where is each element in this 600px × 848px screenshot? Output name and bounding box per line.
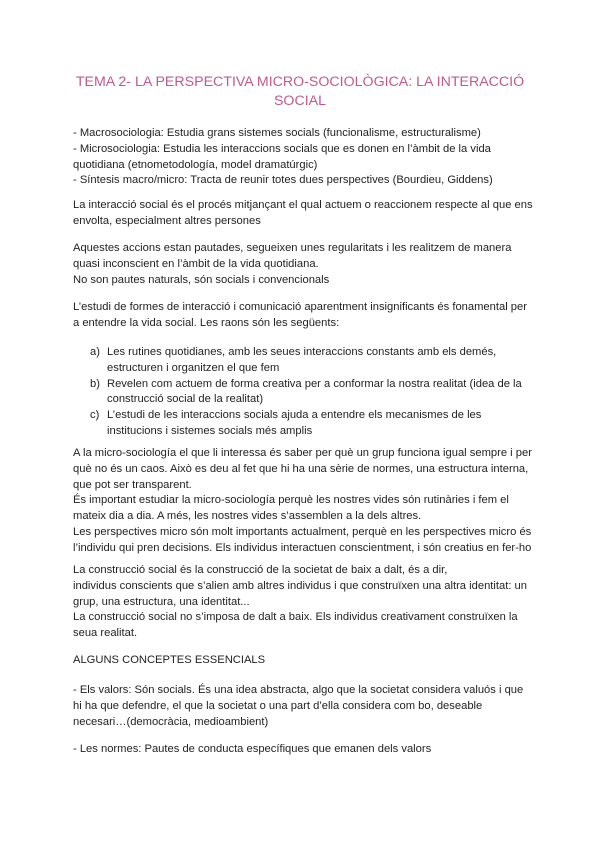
paragraph-micro-sociologia <box>73 446 535 557</box>
intro-list <box>73 126 535 189</box>
paragraph-normes <box>73 742 535 758</box>
list-item-macrosociologia: - Macrosociologia: Estudia grans sistemes socials (funcionalisme, estructuralisme) <box>73 127 481 139</box>
list-marker: b) <box>90 377 100 390</box>
heading-text: ALGUNS CONCEPTES ESSENCIALS <box>73 654 266 666</box>
paragraph-text: - Els valors: Són socials. És una idea abstracta, algo que la societat considera valuós i que hi ha que defendre, el que la societat o una part d’ella considera com bo, deseable necesari…(democràcia, medioambient) <box>73 684 524 728</box>
paragraph-text: No son pautes naturals, són socials i convencionals <box>73 273 330 286</box>
list-item-sintesis: - Síntesis macro/micro: Tracta de reunir totes dues perspectives (Bourdieu, Giddens) <box>73 174 493 187</box>
list-item-microsociologia: - Microsociologia: Estudia les interaccions socials que es donen en l’àmbit de la vida quotidiana (etnometodología, model dramatúrgic) <box>73 142 491 171</box>
paragraph-text: Aquestes accions estan pautades, segueixen unes regularitats i les realitzem de manera quasi inconscient en l’àmbit de la vida quotidiana. <box>73 242 512 270</box>
document-title: TEMA 2- LA PERSPECTIVA MICRO-SOCIOLÒGICA: LA INTERACCIÓ SOCIAL <box>75 74 525 109</box>
list-item-reason-a <box>90 345 535 377</box>
paragraph-text: A la micro-sociología el que li interessa és saber per què un grup funciona igual sempre i per què no és un caos. Això es deu al fet que hi ha una sèrie de normes, una estructura interna, que pot ser transparent. <box>73 447 532 491</box>
list-item-text: L’estudi de les interaccions socials ajuda a entendre els mecanismes de les institucions i sistemes socials més amplis <box>107 409 482 437</box>
list-item-reason-c <box>90 408 535 440</box>
paragraph-text: La construcció social és la construcció de la societat de baix a dalt, és a dir, <box>73 564 448 576</box>
paragraph-construccio-social <box>73 563 535 642</box>
paragraph-text: - Les normes: Pautes de conducta específiques que emanen dels valors <box>73 743 432 755</box>
reasons-list <box>90 345 535 440</box>
paragraph-estudi-formes <box>73 300 535 332</box>
list-item-text: Les rutines quotidianes, amb les seues interaccions constants amb els demés, estructuren i organitzen el que fem <box>107 346 497 374</box>
paragraph-text: És important estudiar la micro-sociología perquè les nostres vides són rutinàries i fem el mateix dia a dia. A més, les nostres vides s’assemblen a la dels altres. <box>73 494 509 523</box>
paragraph-text: Les perspectives micro són molt importants actualment, perquè en les perspectives micro és l’individu qui pren decisions. Els individus interactuen conscientment, i són creatius en fer-ho <box>73 525 532 554</box>
list-item-text: Revelen com actuem de forma creativa per a conformar la nostra realitat (idea de la construcció social de la realitat) <box>107 377 522 406</box>
paragraph-accions-pautades <box>73 241 535 288</box>
paragraph-text: individus conscients que s’alien amb altres individus i que construïxen una altra identitat: un grup, una estructura, una identitat... <box>73 579 527 608</box>
list-marker: c) <box>90 409 100 422</box>
paragraph-text: La construcció social no s’imposa de dalt a baix. Els individus creativament construïxen la seua realitat. <box>73 611 518 640</box>
section-heading <box>73 653 535 669</box>
paragraph-interaccio-social <box>73 198 535 230</box>
list-item-reason-b <box>90 377 535 409</box>
list-marker: a) <box>90 346 100 358</box>
paragraph-text: La interacció social és el procés mitjançant el qual actuem o reaccionem respecte al que ens envolta, especialment altres persones <box>73 199 533 227</box>
paragraph-text: L’estudi de formes de interacció i comunicació aparentment insignificants és fonamental per a entendre la vida social. Les raons són les següents: <box>73 301 527 329</box>
paragraph-valors <box>73 683 535 730</box>
